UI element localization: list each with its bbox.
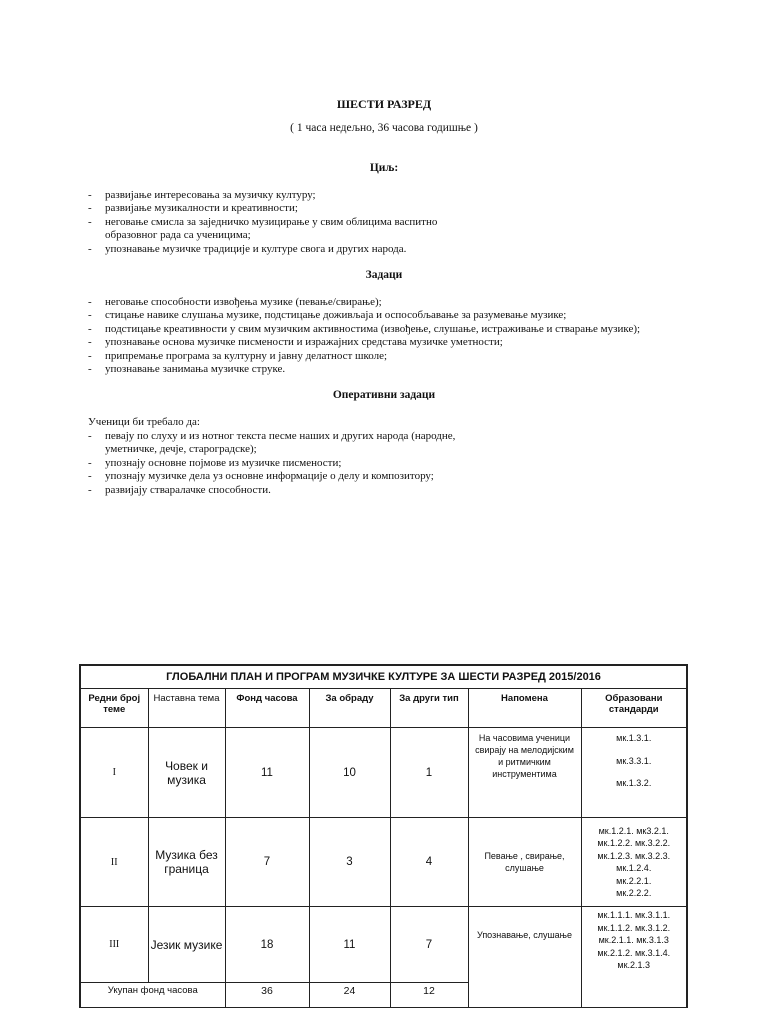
- standard-code: мк.1.1.2. мк.3.1.2.: [597, 922, 671, 933]
- list-item-continuation: образовног рада са ученицима;: [105, 229, 251, 242]
- total-processing: 24: [309, 983, 390, 1008]
- row-processing: 10: [309, 728, 390, 818]
- operative-intro: Ученици би требало да:: [88, 416, 200, 428]
- page-subtitle: ( 1 часа недељно, 36 часова годишње ): [290, 122, 478, 134]
- standard-code: мк.2.1.3: [617, 960, 651, 970]
- row-processing: 11: [309, 907, 390, 983]
- standard-code: мк.2.1.2. мк.3.1.4.: [597, 947, 671, 958]
- operative-heading: Оперативни задаци: [332, 389, 436, 401]
- goal-heading: Циљ:: [369, 162, 399, 174]
- row-note: Певање , свирање, слушање: [468, 818, 581, 907]
- row-theme: Човек и музика: [148, 728, 225, 818]
- total-fund: 36: [225, 983, 309, 1008]
- row-other: 7: [390, 907, 468, 983]
- page-title: ШЕСТИ РАЗРЕД: [336, 97, 432, 111]
- standard-code: мк.2.2.2.: [616, 888, 652, 898]
- row-standards: [581, 728, 687, 818]
- standard-code: мк.2.2.1.: [616, 875, 652, 886]
- row-theme: Језик музике: [148, 907, 225, 983]
- operative-list: [88, 430, 708, 497]
- list-item: - упознавање основа музичке писмености и изражајних средстава музичке уметности;: [88, 336, 708, 349]
- header-cell: За други тип: [390, 689, 468, 728]
- list-item: - неговање способности извођења музике (певање/свирање);: [88, 296, 708, 309]
- standard-code: мк.1.3.1.: [616, 733, 652, 743]
- global-plan-table: [79, 664, 688, 1008]
- table-row: [80, 818, 687, 907]
- list-item: - певају по слуху и из нотног текста песме наших и других народа (народне,: [88, 430, 708, 443]
- standard-code: мк.1.2.2. мк.3.2.2.: [597, 838, 671, 848]
- standard-code: мк.1.2.1. мк3.2.1.: [598, 825, 669, 836]
- standard-code: мк.1.2.3. мк.3.2.3.: [597, 850, 671, 861]
- row-standards: [581, 818, 687, 907]
- row-note: На часовима ученици свирају на мелодијским и ритмичким инструментима: [468, 728, 581, 818]
- standard-code: мк.1.1.1. мк.3.1.1.: [597, 910, 671, 920]
- list-item: - стицање навике слушања музике, подстицање доживљаја и оспособљавање за разумевање музике;: [88, 309, 708, 322]
- total-label: Укупан фонд часова: [80, 983, 225, 1008]
- list-item: - развијају стваралачке способности.: [88, 484, 708, 497]
- list-item: - упознају музичке дела уз основне информације о делу и композитору;: [88, 470, 708, 483]
- table-row: [80, 728, 687, 818]
- row-number: III: [80, 907, 148, 983]
- standard-code: мк.2.1.1. мк.3.1.3: [598, 935, 669, 945]
- row-fund: 7: [225, 818, 309, 907]
- tasks-heading: Задаци: [365, 269, 403, 281]
- table-header-row: [80, 689, 687, 728]
- list-item: - развијање интересовања за музичку културу;: [88, 189, 708, 202]
- row-number: I: [80, 728, 148, 818]
- tasks-list: [88, 296, 708, 376]
- row-other: 1: [390, 728, 468, 818]
- table-row: [80, 907, 687, 983]
- row-number: II: [80, 818, 148, 907]
- row-other: 4: [390, 818, 468, 907]
- row-fund: 18: [225, 907, 309, 983]
- standard-code: мк.1.2.4.: [616, 863, 652, 873]
- list-item: - подстицање креативности у свим музичким активностима (извођење, слушање, истраживање и стварање музике);: [88, 323, 708, 336]
- header-cell: Напомена: [468, 689, 581, 728]
- header-cell: Образовани стандарди: [581, 689, 687, 728]
- header-cell: Фонд часова: [225, 689, 309, 728]
- row-standards: [581, 907, 687, 1008]
- row-note: Упознавање, слушање: [468, 907, 581, 1008]
- list-item-continuation: уметничке, дечје, староградске);: [105, 443, 257, 456]
- header-cell: Наставна тема: [148, 689, 225, 728]
- header-cell: Редни број теме: [80, 689, 148, 728]
- row-fund: 11: [225, 728, 309, 818]
- table-caption: ГЛОБАЛНИ ПЛАН И ПРОГРАМ МУЗИЧКЕ КУЛТУРЕ ЗА ШЕСТИ РАЗРЕД 2015/2016: [80, 665, 687, 689]
- row-processing: 3: [309, 818, 390, 907]
- list-item: - упознавање музичке традиције и културе свога и других народа.: [88, 243, 708, 256]
- list-item: - развијање музикалности и креативности;: [88, 202, 708, 215]
- standard-code: мк.3.3.1.: [616, 755, 652, 766]
- list-item: - припремање програма за културну и јавну делатност школе;: [88, 350, 708, 363]
- standard-code: мк.1.3.2.: [616, 778, 652, 788]
- list-item: - неговање смисла за заједничко музицирање у свим облицима васпитно: [88, 216, 708, 229]
- total-other: 12: [390, 983, 468, 1008]
- goal-list: [88, 189, 708, 256]
- row-theme: Музика без граница: [148, 818, 225, 907]
- header-cell: За обраду: [309, 689, 390, 728]
- list-item: - упознавање занимања музичке струке.: [88, 363, 708, 376]
- list-item: - упознају основне појмове из музичке писмености;: [88, 457, 708, 470]
